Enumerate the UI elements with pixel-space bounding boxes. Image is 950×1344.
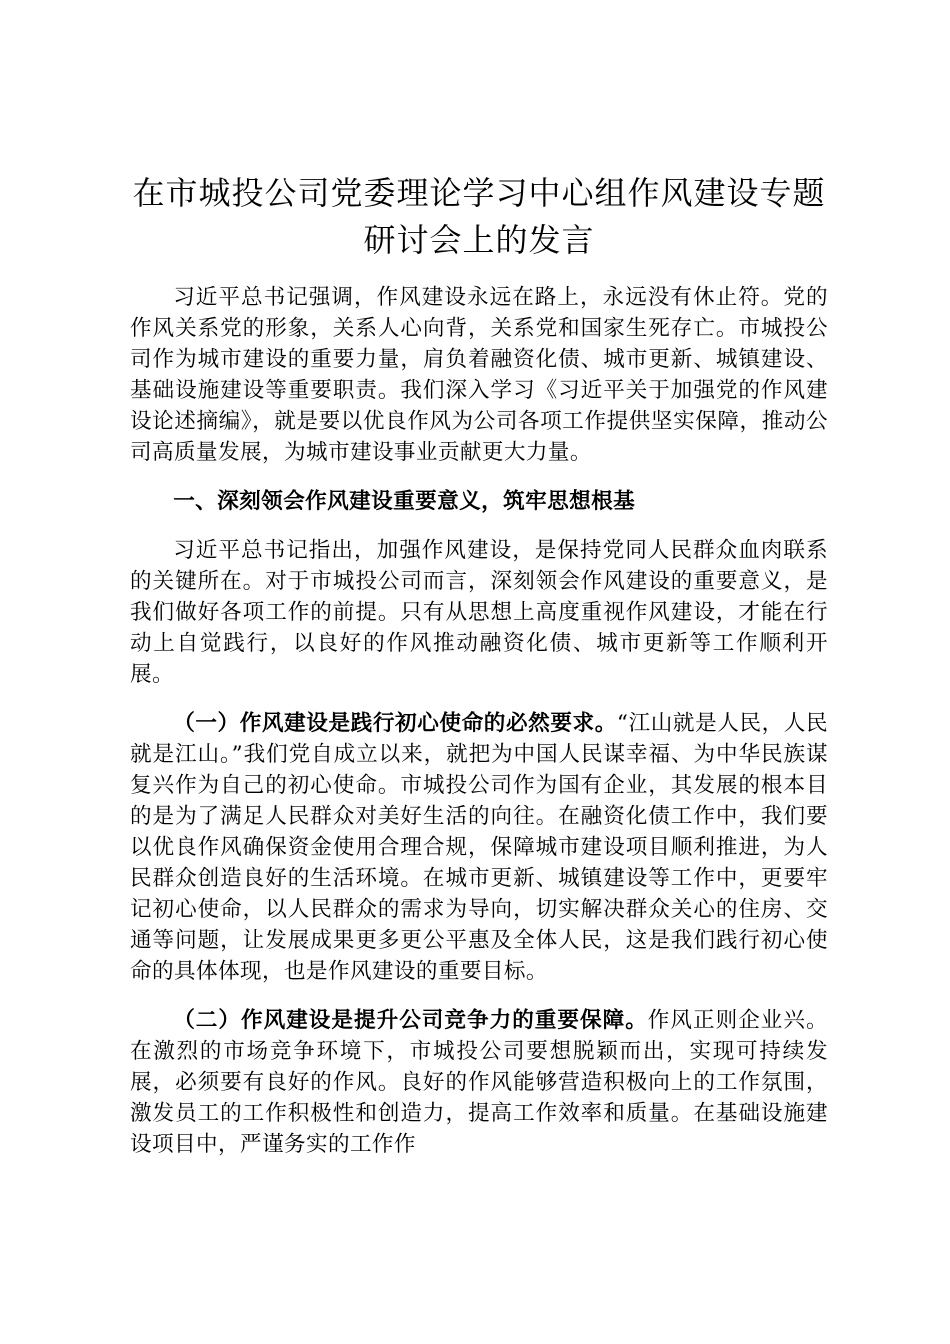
- point-2-body: 作风正则企业兴。在激烈的市场竞争环境下，市城投公司要想脱颖而出，实现可持续发展，必须要有良好的作风。良好的作风能够营造积极向上的工作氛围，激发员工的工作积极性和创造力，提高工作效率和质量。在基础设施建设项目中，严谨务实的工作作: [130, 1008, 828, 1157]
- point-1-body: “江山就是人民，人民就是江山。”我们党自成立以来，就把为中国人民谋幸福、为中华民族谋复兴作为自己的初心使命。市城投公司作为国有企业，其发展的根本目的是为了满足人民群众对美好生活的向往。在融资化债工作中，我们要以优良作风确保资金使用合理合规，保障城市建设项目顺利推进，为人民群众创造良好的生活环境。在城市更新、城镇建设等工作中，更要牢记初心使命，以人民群众的需求为导向，切实解决群众关心的住房、交通等问题，让发展成果更多更公平惠及全体人民，这是我们践行初心使命的具体体现，也是作风建设的重要目标。: [130, 711, 828, 984]
- spacer: [130, 690, 828, 708]
- spacer: [130, 264, 828, 282]
- document-title: 在市城投公司党委理论学习中心组作风建设专题研讨会上的发言: [132, 174, 826, 259]
- spacer: [130, 987, 828, 1005]
- section-heading-1: 一、深刻领会作风建设重要意义，筑牢思想根基: [173, 489, 636, 514]
- point-2-paragraph: [130, 1005, 828, 1160]
- point-1-paragraph: [130, 708, 828, 987]
- point-1-lead: （一）作风建设是践行初心使命的必然要求。: [173, 711, 617, 736]
- spacer: [130, 517, 828, 535]
- section-1-paragraph: 习近平总书记指出，加强作风建设，是保持党同人民群众血肉联系的关键所在。对于市城投公司而言，深刻领会作风建设的重要意义，是我们做好各项工作的前提。只有从思想上高度重视作风建设，才能在行动上自觉践行，以良好的作风推动融资化债、城市更新等工作顺利开展。: [130, 538, 828, 687]
- spacer: [130, 468, 828, 486]
- document-page: [130, 170, 828, 1160]
- intro-paragraph: 习近平总书记强调，作风建设永远在路上，永远没有休止符。党的作风关系党的形象，关系人心向背，关系党和国家生死存亡。市城投公司作为城市建设的重要力量，肩负着融资化债、城市更新、城镇建设、基础设施建设等重要职责。我们深入学习《习近平关于加强党的作风建设论述摘编》，就是要以优良作风为公司各项工作提供坚实保障，推动公司高质量发展，为城市建设事业贡献更大力量。: [130, 285, 828, 465]
- point-2-lead: （二）作风建设是提升公司竞争力的重要保障。: [173, 1008, 648, 1033]
